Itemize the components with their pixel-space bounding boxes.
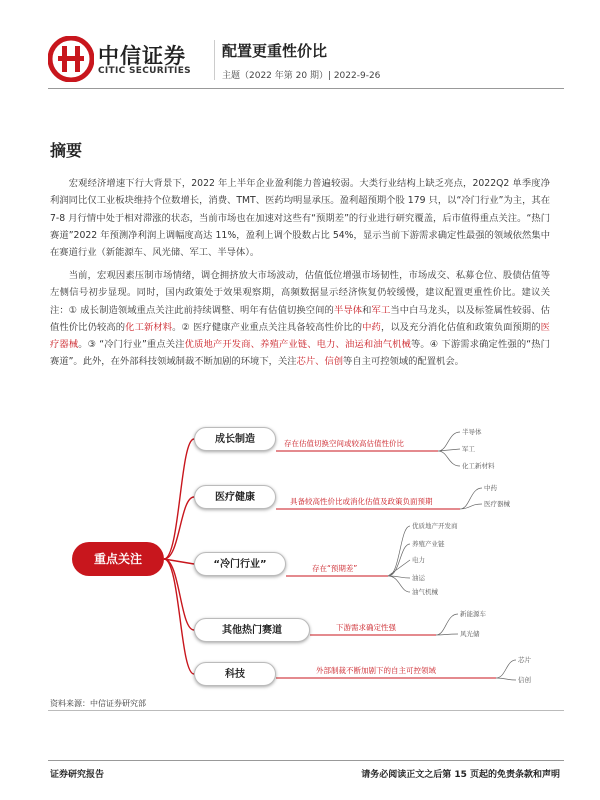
- para2-seg7: 等。④ 下游需求确定性强的“热门赛道”。此外，在外部科技领域制裁不断加剧的环境下，关注: [50, 339, 550, 368]
- edge-label-cold: 存在“预期差”: [312, 564, 358, 573]
- brackets-tech: [496, 660, 516, 680]
- section-title: 摘要: [50, 141, 83, 160]
- para2-seg6: 。③ “冷门行业”重点关注: [78, 339, 185, 351]
- focus-mindmap: [50, 408, 550, 698]
- brand-name-cn: 中信证券: [98, 44, 186, 68]
- edge-label-health: 具备较高性价比或消化估值及政策负面预期: [290, 497, 433, 506]
- header-divider: [214, 40, 215, 80]
- abstract-paragraph-2: [50, 267, 550, 371]
- report-header: [48, 36, 564, 88]
- para2-seg8: 等自主可控领域的配置机会。: [343, 356, 464, 368]
- node-cold-sectors: “冷门行业”: [194, 552, 286, 576]
- leaf-oil-shipping: 油运: [412, 574, 425, 582]
- brackets-health: [460, 488, 482, 509]
- highlight-cold-sectors: 优质地产开发商、养殖产业链、电力、油运和油气机械: [184, 339, 411, 351]
- leaf-chips: 芯片: [518, 656, 531, 664]
- highlight-chips-xinchuang: 芯片、信创: [296, 356, 344, 368]
- citic-logo-icon: [48, 36, 94, 82]
- leaf-military: 军工: [462, 445, 475, 453]
- para2-seg3: 当中白马龙头，以及标签属性较弱、估值性价比仍较高的: [50, 304, 550, 333]
- connector-root-tech: [164, 559, 194, 674]
- brand-name-en: CITIC SECURITIES: [98, 66, 191, 76]
- leaf-chemical-materials: 化工新材料: [462, 462, 495, 470]
- mindmap-root: 重点关注: [72, 542, 164, 576]
- node-healthcare: 医疗健康: [194, 485, 276, 509]
- leaf-nev: 新能源车: [460, 610, 486, 618]
- connector-root-hot: [164, 559, 194, 630]
- highlight-semiconductor: 半导体: [333, 304, 363, 316]
- edge-label-hot: 下游需求确定性强: [336, 623, 396, 632]
- source-note: 资料来源：中信证券研究部: [50, 699, 146, 708]
- para2-seg4: 。② 医疗健康产业重点关注具备较高性价比的: [172, 321, 363, 333]
- report-title: 配置更重性价比: [222, 42, 328, 60]
- para2-seg1: 当前，宏观因素压制市场情绪，调仓拥挤放大市场波动，估值低位增强市场韧性，市场成交、私募仓位、股债估值等左侧信号初步显现。同时，国内政策处于效果观察期，高频数据显示经济恢复仍较缓慢，建议配置更重性价比。建议关注：① 成长制造领域重点关注此前持续调整、明年有估值切换空间的: [50, 270, 550, 316]
- leaf-wind-solar-storage: 风光储: [460, 630, 480, 638]
- leaf-property-developers: 优质地产开发商: [412, 522, 458, 530]
- para2-seg2: 和: [362, 304, 372, 316]
- leaf-semiconductor: 半导体: [462, 428, 482, 436]
- footer-report-type: 证券研究报告: [50, 770, 105, 780]
- highlight-chemical-materials: 化工新材料: [125, 321, 173, 333]
- leaf-oil-gas-machinery: 油气机械: [412, 588, 438, 596]
- edge-label-growth: 存在估值切换空间或较高估值性价比: [284, 439, 404, 448]
- node-technology: 科技: [194, 662, 276, 686]
- source-rule: [48, 710, 564, 711]
- highlight-tcm: 中药: [362, 321, 381, 333]
- leaf-livestock-chain: 养殖产业链: [412, 540, 445, 548]
- report-meta: 主题（2022 年第 20 期）| 2022-9-26: [222, 71, 381, 81]
- paragraph-1-text: 宏观经济增速下行大背景下，2022 年上半年企业盈利能力普遍较弱。大类行业结构上缺乏亮点，2022Q2 单季度净利润同比仅工业板块维持个位数增长，消费、TMT、医药均明显承压。盈利超预期个股 179 只，以“冷门行业”为主，其在 7-8 月行情中处于相对滞涨的状态，当前市场也在加速对这些有“预期差”的行业进行研究覆盖，后市值得重点关注。“热门赛道”2022 年预测净利润上调幅度高达 11%，盈利上调个股数占比 54%，显示当前下游需求确定性最强的领域依然集中在赛道行业（新能源车、风光储、军工、半导体）。: [50, 178, 550, 259]
- leaf-power: 电力: [412, 556, 425, 564]
- leaf-tcm: 中药: [484, 484, 497, 492]
- leaf-xinchuang: 信创: [518, 676, 531, 684]
- abstract-paragraph-1: [50, 175, 550, 261]
- header-rule: [48, 88, 564, 89]
- edge-label-tech: 外部制裁不断加剧下的自主可控领域: [316, 666, 436, 675]
- node-other-hot-tracks: 其他热门赛道: [194, 618, 310, 642]
- highlight-military: 军工: [371, 304, 391, 316]
- leaf-medical-devices: 医疗器械: [484, 500, 510, 508]
- para2-seg5: ，以及充分消化估值和政策负面预期的: [380, 321, 541, 333]
- brackets-growth: [438, 432, 460, 466]
- brackets-cold: [388, 526, 410, 592]
- highlight-medical-devices: 医疗器械: [50, 321, 550, 351]
- brackets-hot: [436, 614, 458, 635]
- footer-disclaimer: 请务必阅读正文之后第 15 页起的免责条款和声明: [361, 770, 560, 780]
- node-growth-manufacturing: 成长制造: [194, 427, 276, 451]
- footer-rule: [48, 760, 564, 761]
